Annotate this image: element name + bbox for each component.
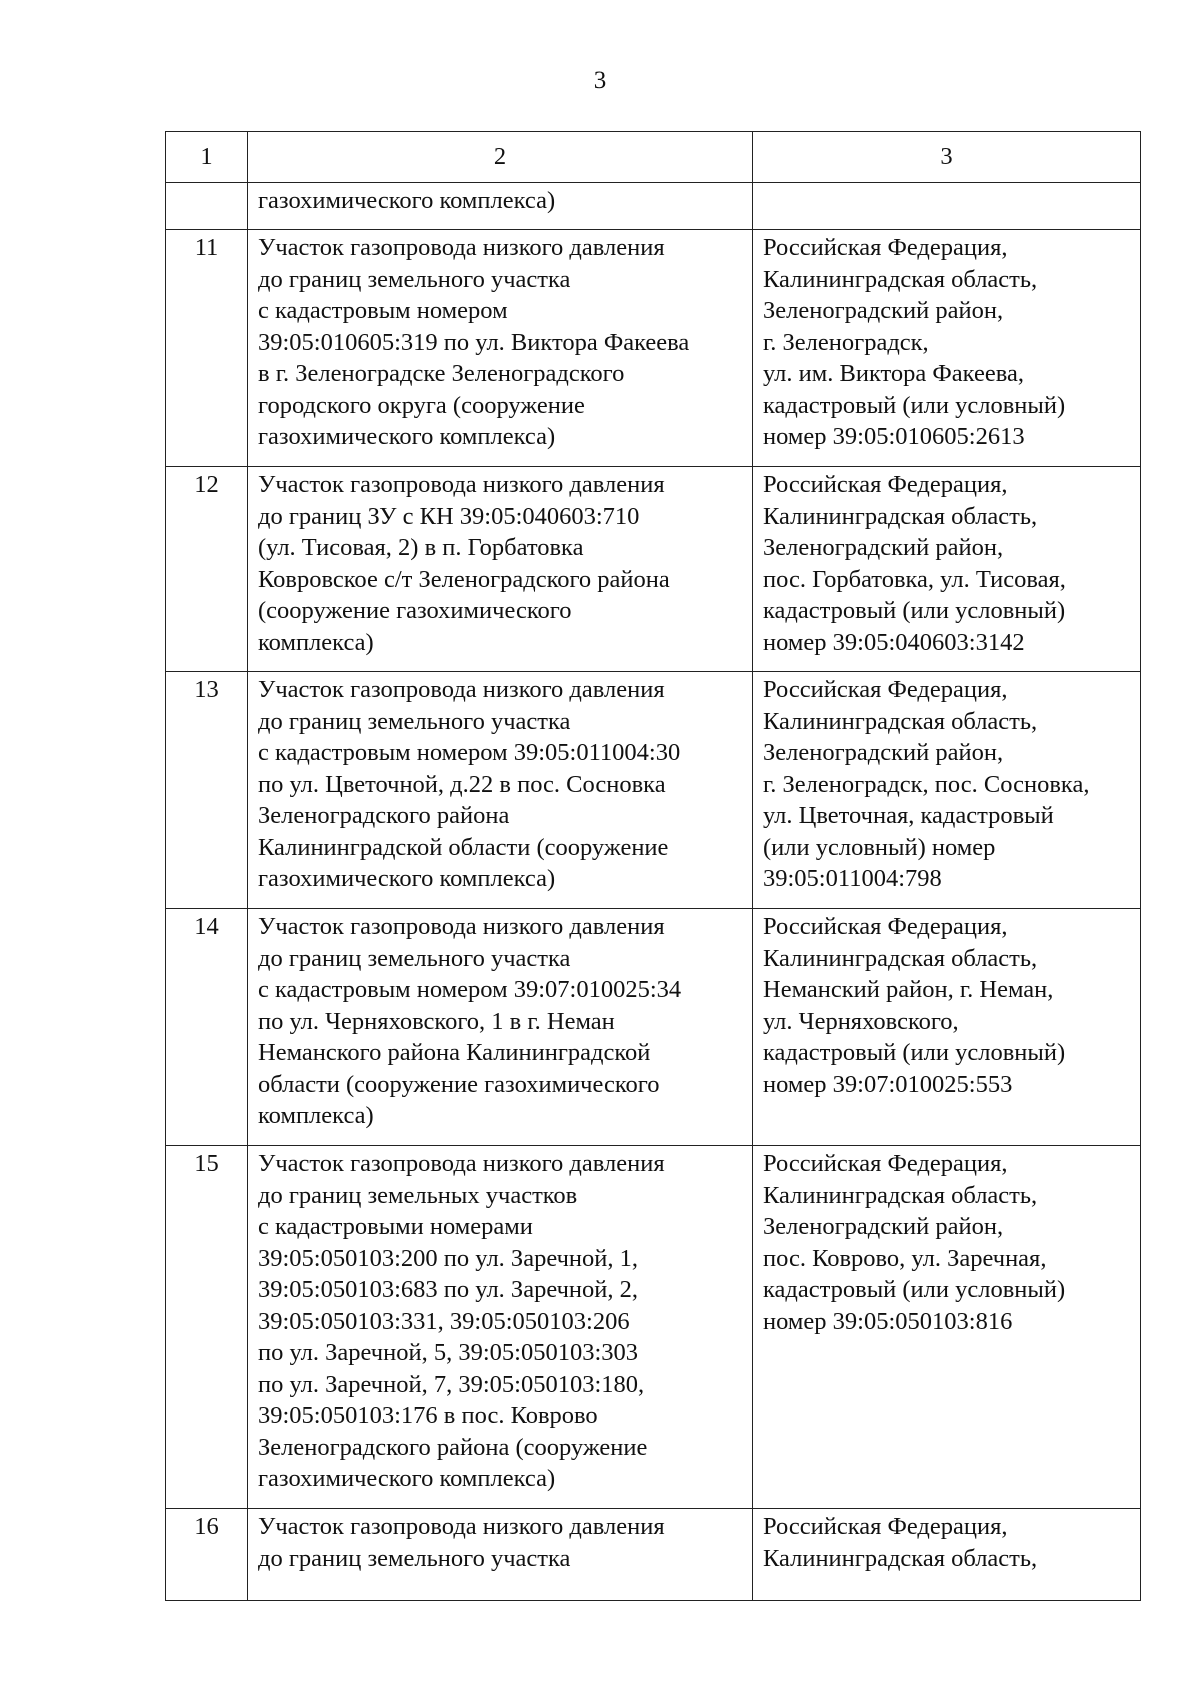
object-address: Российская Федерация, Калининградская область, Зеленоградский район, г. Зеленоградск, ул. им. Виктора Факеева, кадастровый (или условный) номер 39:05:010605:2613 (753, 230, 1141, 467)
object-description: Участок газопровода низкого давления до границ земельных участков с кадастровыми номерами 39:05:050103:200 по ул. Заречной, 1, 39:05:050103:683 по ул. Заречной, 2, 39:05:050103:331, 39:05:050103:206 по ул. Заречной, 5, 39:05:050103:303 по ул. Заречной, 7, 39:05:050103:180, 39:05:050103:176 в пос. Коврово Зеленоградского района (сооружение газохимического комплекса) (248, 1146, 753, 1509)
object-description: Участок газопровода низкого давления до границ земельного участка с кадастровым номером 39:07:010025:34 по ул. Черняховского, 1 в г. Неман Неманского района Калининградской области (сооружение газохимического комплекса) (248, 909, 753, 1146)
row-number: 12 (166, 467, 248, 672)
table-header-row (166, 132, 1141, 183)
table-row (166, 1146, 1141, 1509)
row-number: 11 (166, 230, 248, 467)
object-address: Российская Федерация, Калининградская область, Зеленоградский район, пос. Коврово, ул. Заречная, кадастровый (или условный) номер 39:05:050103:816 (753, 1146, 1141, 1509)
objects-table (165, 131, 1141, 1601)
table-row (166, 909, 1141, 1146)
object-address: Российская Федерация, Калининградская область, Зеленоградский район, пос. Горбатовка, ул. Тисовая, кадастровый (или условный) номер 39:05:040603:3142 (753, 467, 1141, 672)
table-row-continuation (166, 183, 1141, 230)
object-description: газохимического комплекса) (248, 183, 753, 230)
object-address: Российская Федерация, Калининградская область, Неманский район, г. Неман, ул. Черняховского, кадастровый (или условный) номер 39:07:010025:553 (753, 909, 1141, 1146)
object-description: Участок газопровода низкого давления до границ земельного участка с кадастровым номером 39:05:010605:319 по ул. Виктора Факеева в г. Зеленоградске Зеленоградского городского округа (сооружение газохимического комплекса) (248, 230, 753, 467)
table-row (166, 467, 1141, 672)
page-number: 3 (593, 67, 607, 94)
object-description: Участок газопровода низкого давления до границ ЗУ с КН 39:05:040603:710 (ул. Тисовая, 2) в п. Горбатовка Ковровское с/т Зеленоградского района (сооружение газохимического комплекса) (248, 467, 753, 672)
object-description: Участок газопровода низкого давления до границ земельного участка с кадастровым номером 39:05:011004:30 по ул. Цветочной, д.22 в пос. Сосновка Зеленоградского района Калининградской области (сооружение газохимического комплекса) (248, 672, 753, 909)
table-row (166, 1509, 1141, 1601)
table-row (166, 672, 1141, 909)
row-number: 16 (166, 1509, 248, 1601)
object-address (753, 183, 1141, 230)
row-number: 14 (166, 909, 248, 1146)
header-col-1: 1 (166, 132, 248, 183)
row-number: 13 (166, 672, 248, 909)
object-description: Участок газопровода низкого давления до границ земельного участка (248, 1509, 753, 1601)
object-address: Российская Федерация, Калининградская область, (753, 1509, 1141, 1601)
header-col-2: 2 (248, 132, 753, 183)
row-number: 15 (166, 1146, 248, 1509)
object-address: Российская Федерация, Калининградская область, Зеленоградский район, г. Зеленоградск, пос. Сосновка, ул. Цветочная, кадастровый (или условный) номер 39:05:011004:798 (753, 672, 1141, 909)
row-number (166, 183, 248, 230)
header-col-3: 3 (753, 132, 1141, 183)
table-row (166, 230, 1141, 467)
